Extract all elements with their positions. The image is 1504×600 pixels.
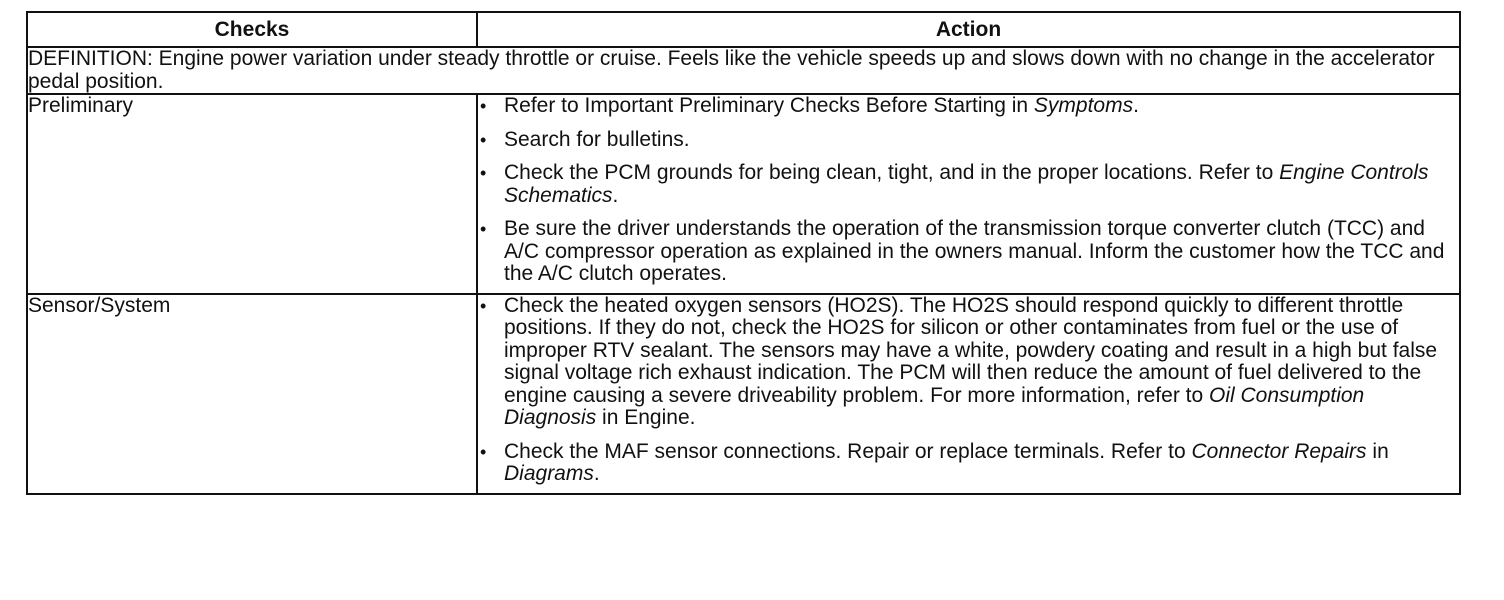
header-row [27,12,1460,47]
italic-ref: Connector Repairs [1191,439,1367,463]
table-row-preliminary [27,94,1460,294]
definition-text: DEFINITION: Engine power variation under steady throttle or cruise. Feels like the vehicle speeds up and slows down with no change in the accelerator pedal position. [27,47,1460,94]
action-header: Action [477,12,1460,47]
check-label: Sensor/System [27,294,477,494]
italic-ref: Oil Consumption Diagnosis [504,383,1365,429]
checks-header: Checks [27,12,477,47]
list-item: • Search for bulletins. [478,129,1459,152]
italic-ref: Symptoms [1033,94,1134,117]
italic-ref: Engine Controls Schematics [504,161,1429,207]
list-item: • Check the MAF sensor connections. Repair or replace terminals. Refer to Connector Repairs in Diagrams. [478,441,1459,486]
list-item: • Refer to Important Preliminary Checks Before Starting in Symptoms. [478,95,1459,118]
list-item: • Check the heated oxygen sensors (HO2S). The HO2S should respond quickly to different throttle positions. If they do not, check the HO2S for silicon or other contaminates from fuel or the use of improper RTV sealant. The sensors may have a white, powdery coating and result in a high but false signal voltage rich exhaust indication. The PCM will then reduce the amount of fuel delivered to the engine causing a severe driveability problem. For more information, refer to Oil Consumption Diagnosis in Engine. [478,295,1459,430]
action-cell [477,94,1460,294]
action-cell [477,294,1460,494]
definition-row [27,47,1460,94]
list-item: • Be sure the driver understands the operation of the transmission torque converter clutch (TCC) and A/C compressor operation as explained in the owners manual. Inform the customer how the TCC and the A/C clutch operates. [478,218,1459,286]
list-item: • Check the PCM grounds for being clean, tight, and in the proper locations. Refer to Engine Controls Schematics. [478,162,1459,207]
action-list [478,95,1459,286]
table-row-sensor-system [27,294,1460,494]
check-label: Preliminary [27,94,477,294]
action-list [478,295,1459,486]
diagnostic-table [26,11,1461,495]
italic-ref: Diagrams [504,462,594,485]
